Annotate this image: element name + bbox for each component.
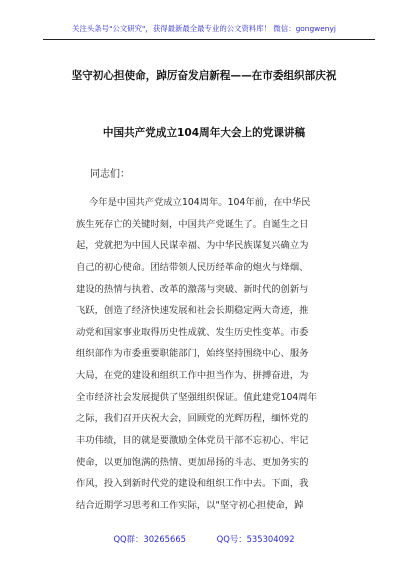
body-line: 组织部作为市委重要职能部门，始终坚持围绕中心、服务	[76, 348, 309, 360]
body-line: 族生死存亡的关键时刻，中国共产党诞生了。自诞生之日	[76, 218, 309, 230]
document-body	[76, 192, 334, 517]
footer-qq-group: QQ群：30265665	[113, 534, 186, 544]
body-line: 建设的热情与执着、改革的激荡与突破、新时代的创新与	[76, 283, 309, 295]
body-line: 起，党就把为中国人民谋幸福、为中华民族谋复兴确立为	[76, 240, 309, 252]
greeting: 同志们：	[90, 169, 130, 180]
body-line: 使命，以更加饱满的热情、更加昂扬的斗志、更加务实的	[76, 456, 309, 468]
header-note: 关注头条号"公文研究"，获得最新最全最专业的公文资料库！ 微信：gongwenyj	[72, 24, 336, 33]
body-line: 自己的初心使命。团结带领人民历经革命的炮火与烽烟、	[76, 261, 309, 273]
document-title-line-1: 坚守初心担使命，踔厉奋发启新程——在市委组织部庆祝	[71, 70, 337, 82]
body-line: 结合近期学习思考和工作实际，以"坚守初心担使命，踔	[76, 499, 304, 511]
body-line: 之际，我们召开庆祝大会，回顾党的光辉历程，缅怀党的	[76, 413, 309, 425]
body-line: 丰功伟绩，目的就是要激励全体党员干部不忘初心、牢记	[76, 435, 309, 447]
footer-contact	[0, 533, 408, 545]
body-line: 动党和国家事业取得历史性成就、发生历史性变革。市委	[76, 326, 309, 338]
body-line: 大局，在党的建设和组织工作中担当作为、拼搏奋进，为	[76, 370, 309, 382]
document-title-line-2: 中国共产党成立104周年大会上的党课讲稿	[102, 127, 306, 139]
body-line: 全市经济社会发展提供了坚强组织保证。值此建党104周年	[76, 391, 317, 403]
header-divider	[43, 39, 375, 40]
body-line: 作风，投入到新时代党的建设和组织工作中去。下面，我	[76, 478, 309, 490]
footer-qq-number: QQ号：535304092	[216, 534, 295, 544]
body-line: 飞跃，创造了经济快速发展和社会长期稳定两大奇迹，推	[76, 305, 309, 317]
body-line: 今年是中国共产党成立104周年。104年前，在中华民	[89, 197, 311, 208]
